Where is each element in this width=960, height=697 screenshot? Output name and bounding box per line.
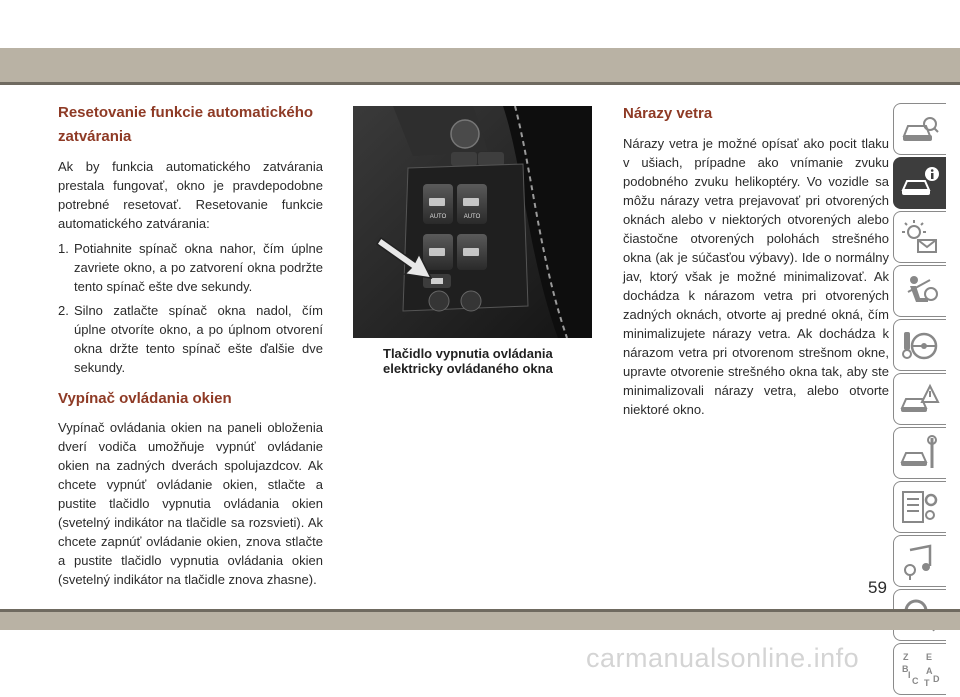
svg-text:C: C bbox=[912, 676, 919, 686]
reset-steps-list bbox=[58, 239, 323, 377]
page-number: 59 bbox=[868, 578, 887, 597]
footer-band bbox=[0, 612, 960, 630]
window-switch-front-left bbox=[423, 184, 453, 224]
mirror-control-knob bbox=[451, 120, 479, 148]
checklist-gear-icon bbox=[900, 488, 940, 528]
tab-multimedia[interactable] bbox=[893, 535, 946, 587]
mirror-fold-button bbox=[478, 152, 504, 166]
alphabet-index-icon bbox=[900, 650, 940, 690]
car-magnifier-icon bbox=[900, 110, 940, 150]
list-item bbox=[58, 239, 323, 296]
door-unlock-button bbox=[461, 291, 481, 311]
list-item bbox=[58, 301, 323, 377]
svg-text:B: B bbox=[902, 664, 909, 674]
step-number: 2. bbox=[58, 303, 69, 318]
left-column bbox=[58, 101, 323, 589]
car-warning-triangle-icon bbox=[900, 380, 940, 420]
heading-window-lockout: Vypínač ovládania okien bbox=[58, 390, 232, 407]
mirror-select-button bbox=[451, 152, 477, 166]
tab-getting-to-know[interactable] bbox=[893, 157, 946, 209]
step-text: Silno zatlačte spínač okna nadol, čím úplne otvoríte okno, a po úplnom otvorení okna držte tento spínač ešte ďalšie dve sekundy. bbox=[74, 303, 323, 375]
figure-caption: Tlačidlo vypnutia ovládania elektricky ovládaného okna bbox=[383, 346, 553, 376]
multimedia-music-icon bbox=[900, 542, 940, 582]
tab-technical-specs[interactable] bbox=[893, 481, 946, 533]
tab-introduction[interactable] bbox=[893, 103, 946, 155]
svg-text:AUTO: AUTO bbox=[429, 214, 447, 220]
step-text: Potiahnite spínač okna nahor, čím úplne zavriete okno, a po zatvorení okna podržte tento spínač ešte dve sekundy. bbox=[74, 241, 323, 294]
heading-reset-autoclose: Resetovanie funkcie automatického zatvárania bbox=[58, 104, 314, 145]
svg-text:Z: Z bbox=[903, 652, 909, 662]
watermark: carmanualsonline.info bbox=[586, 643, 860, 673]
window-switch-front-right bbox=[457, 184, 487, 224]
header-rule bbox=[0, 82, 960, 85]
svg-text:T: T bbox=[924, 678, 930, 688]
svg-text:E: E bbox=[926, 652, 933, 662]
tab-index[interactable] bbox=[893, 643, 946, 695]
tab-starting-operating[interactable] bbox=[893, 319, 946, 371]
dashboard-lights-message-icon bbox=[900, 218, 940, 258]
svg-text:D: D bbox=[933, 674, 940, 684]
chapter-tabs bbox=[893, 103, 946, 697]
svg-text:A: A bbox=[926, 666, 933, 676]
svg-text:I: I bbox=[908, 670, 911, 680]
heading-wind-buffeting: Nárazy vetra bbox=[623, 105, 713, 122]
steering-wheel-key-icon bbox=[900, 326, 940, 366]
tab-instrument-panel[interactable] bbox=[893, 211, 946, 263]
window-lockout-paragraph: Vypínač ovládania okien na paneli obloženia dverí vodiča umožňuje vypnúť ovládanie okien na zadných dverách spolujazdcov. Ak chcete vypnúť ovládanie okien, stlačte a pustite tlačidlo vypnutia ovládania okien (svetelný indikátor na tlačidle sa rozsvieti). Ak chcete zapnúť ovládanie okien, znova stlačte a pustite tlačidlo vypnutia ovládania okien (svetelný indikátor na tlačidle znova zhasne). bbox=[58, 420, 323, 587]
svg-text:AUTO: AUTO bbox=[463, 214, 481, 220]
reset-intro-paragraph: Ak by funkcia automatického zatvárania prestala fungovať, okno je pravdepodobne potrebné resetovať. Resetovanie funkcie automatického zatvárania: bbox=[58, 159, 323, 231]
door-lock-button bbox=[429, 291, 449, 311]
right-column bbox=[623, 101, 889, 419]
tab-safety[interactable] bbox=[893, 265, 946, 317]
car-info-icon bbox=[900, 164, 940, 204]
wind-buffeting-paragraph: Nárazy vetra je možné opísať ako pocit tlaku v ušiach, prípadne ako vnímanie zvuku podobného zvuku helikoptéry. Vo vozidle sa môžu nárazy vetra prejavovať pri otvorených oknách alebo v niektorých otvorených alebo čiastočne otvorených polohách strešného okna (ak je súčasťou výbavy). Ide o normálny jav, ktorý však je možné minimalizovať. Ak dochádza k nárazom vetra pri otvorených zadných oknách, otvorte aj predné okná, čím minimalizujete nárazy vetra. Ak dochádza k nárazom vetra pri otvorenom strešnom okne, upravte otvorenie strešného okna tak, aby ste minimalizovali nárazy vetra, alebo otvorte niektoré okno. bbox=[623, 136, 889, 417]
header-band bbox=[0, 48, 960, 82]
tab-servicing[interactable] bbox=[893, 427, 946, 479]
window-switch-photo bbox=[353, 106, 592, 338]
car-wrench-icon bbox=[900, 434, 940, 474]
door-panel-illustration bbox=[353, 106, 592, 338]
seat-airbag-icon bbox=[900, 272, 940, 312]
step-number: 1. bbox=[58, 241, 69, 256]
tab-emergency[interactable] bbox=[893, 373, 946, 425]
